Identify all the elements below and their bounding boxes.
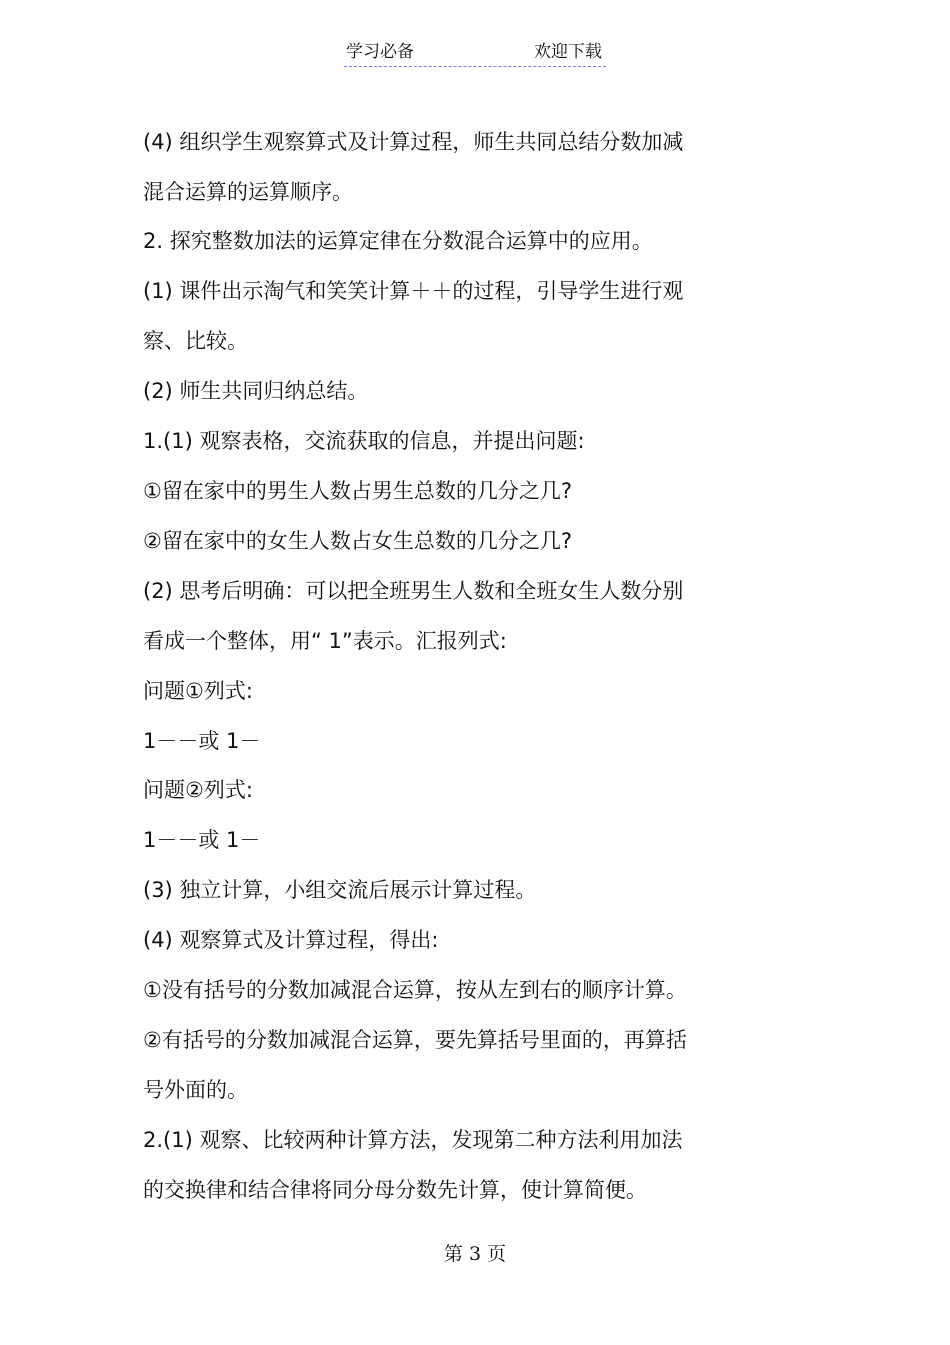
body-line: (1) 课件出示淘气和笑笑计算＋＋的过程，引导学生进行观 (143, 279, 684, 303)
body-line: 1－－或 1－ (143, 729, 261, 753)
body-line: ①没有括号的分数加减混合运算，按从左到右的顺序计算。 (143, 978, 687, 1002)
body-line: (4) 观察算式及计算过程，得出: (143, 928, 439, 952)
body-line: (2) 思考后明确：可以把全班男生人数和全班女生人数分别 (143, 579, 684, 603)
header-right-text: 欢迎下载 (534, 42, 602, 62)
body-line: 1－－或 1－ (143, 828, 261, 852)
body-line: 混合运算的运算顺序。 (143, 180, 353, 204)
body-line: ②留在家中的女生人数占女生总数的几分之几? (143, 529, 572, 553)
body-line: ①留在家中的男生人数占男生总数的几分之几? (143, 479, 572, 503)
page-number: 第 3 页 (443, 1243, 507, 1265)
body-line: ②有括号的分数加减混合运算，要先算括号里面的，再算括 (143, 1028, 687, 1052)
body-line: 号外面的。 (143, 1078, 248, 1102)
body-line: 问题①列式: (143, 679, 253, 703)
body-line: 察、比较。 (143, 329, 248, 353)
page-header (344, 40, 606, 67)
body-line: 问题②列式: (143, 778, 253, 802)
body-line: 2. 探究整数加法的运算定律在分数混合运算中的应用。 (143, 229, 653, 253)
body-line: (3) 独立计算，小组交流后展示计算过程。 (143, 878, 537, 902)
body-line: 1.(1) 观察表格，交流获取的信息，并提出问题: (143, 429, 585, 453)
body-line: 的交换律和结合律将同分母分数先计算，使计算简便。 (143, 1178, 647, 1202)
header-left-text: 学习必备 (346, 42, 414, 62)
body-line: 看成一个整体，用“ 1”表示。汇报列式: (143, 629, 507, 653)
body-line: (4) 组织学生观察算式及计算过程，师生共同总结分数加减 (143, 130, 684, 154)
body-line: (2) 师生共同归纳总结。 (143, 379, 369, 403)
body-line: 2.(1) 观察、比较两种计算方法，发现第二种方法利用加法 (143, 1128, 683, 1152)
